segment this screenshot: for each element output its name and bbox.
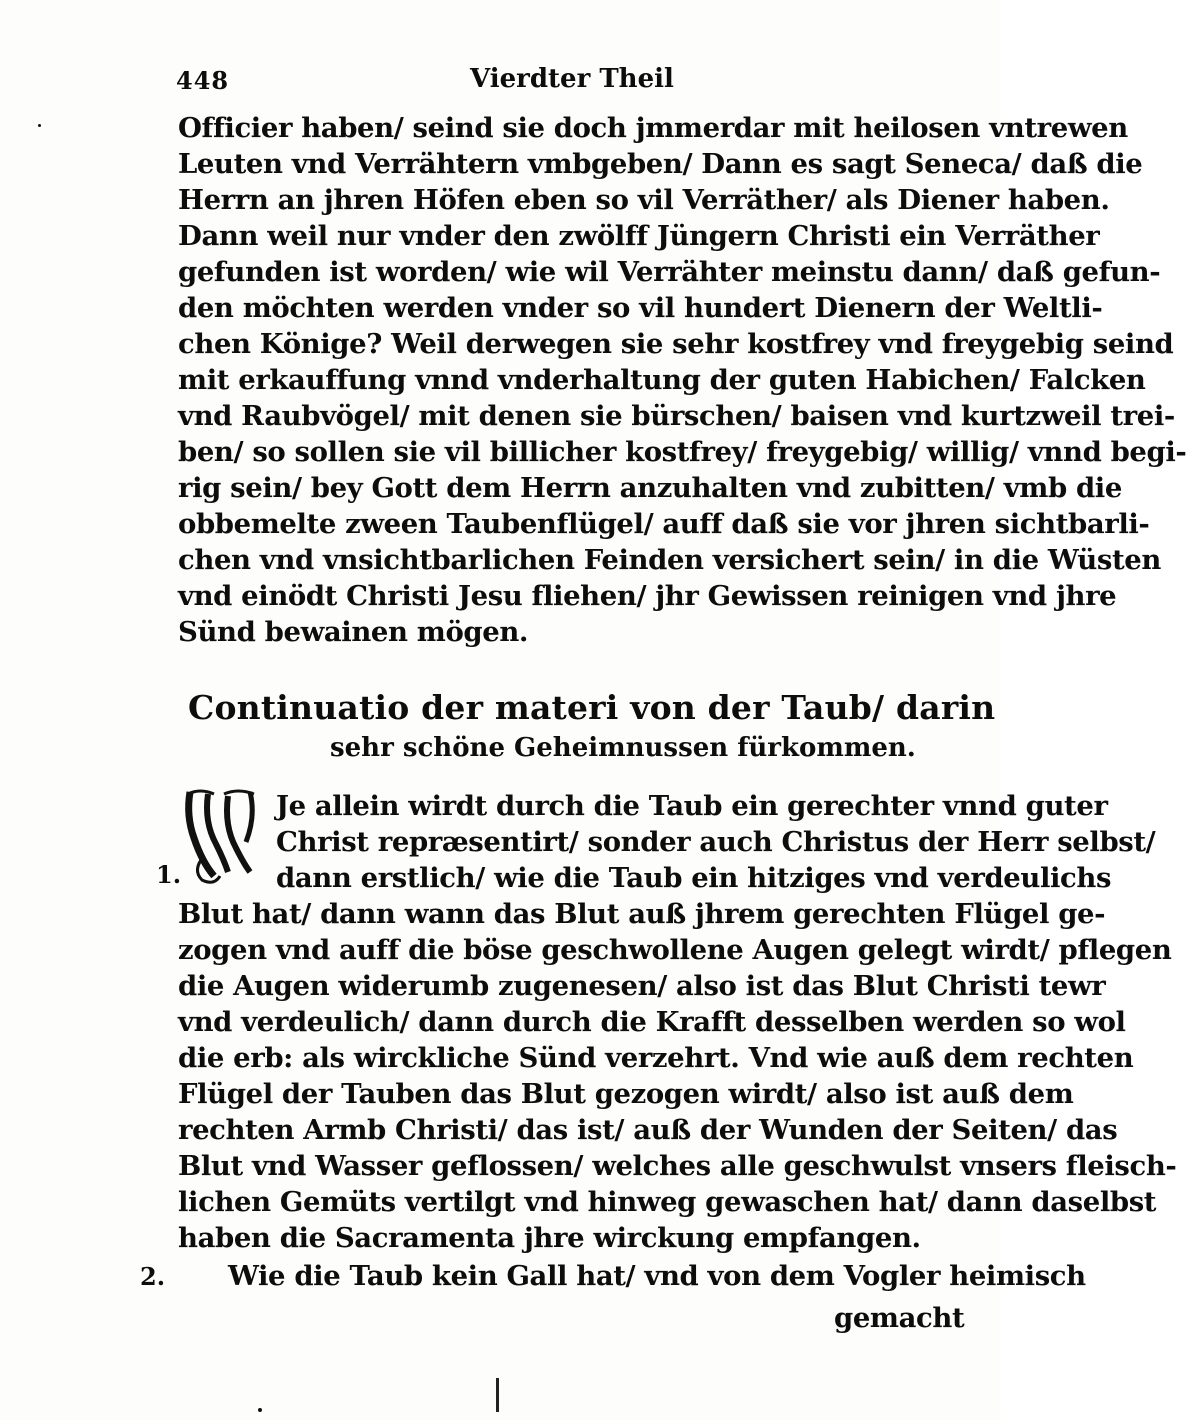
text-line: Officier haben/ seind sie doch jmmerdar mit heilosen vntrewen	[178, 112, 1128, 144]
text-line: Flügel der Tauben das Blut gezogen wirdt/ also ist auß dem	[178, 1078, 1074, 1110]
page-number: 448	[176, 66, 230, 95]
text-line: obbemelte zween Taubenflügel/ auff daß sie vor jhren sichtbarli-	[178, 508, 1150, 540]
text-line: vnd verdeulich/ dann durch die Krafft desselben werden so wol	[178, 1006, 1126, 1038]
section-heading: Continuatio der materi von der Taub/ darin	[188, 688, 996, 727]
text-line: den möchten werden vnder so vil hundert Dienern der Weltli-	[178, 292, 1103, 324]
text-line: Wie die Taub kein Gall hat/ vnd von dem Vogler heimisch	[228, 1260, 1086, 1292]
text-line: Blut vnd Wasser geflossen/ welches alle geschwulst vnsers fleisch-	[178, 1150, 1177, 1182]
binding-mark	[496, 1378, 499, 1412]
text-line: haben die Sacramenta jhre wirckung empfangen.	[178, 1222, 921, 1254]
text-line: zogen vnd auff die böse geschwollene Augen gelegt wirdt/ pflegen	[178, 934, 1172, 966]
text-line: gefunden ist worden/ wie wil Verrähter meinstu dann/ daß gefun-	[178, 256, 1161, 288]
margin-number: 2.	[140, 1262, 166, 1291]
text-line: Leuten vnd Verrähtern vmbgeben/ Dann es sagt Seneca/ daß die	[178, 148, 1143, 180]
text-line: chen Könige? Weil derwegen sie sehr kostfrey vnd freygebig seind	[178, 328, 1174, 360]
ink-speck	[258, 1408, 262, 1412]
text-line: Blut hat/ dann wann das Blut auß jhrem gerechten Flügel ge-	[178, 898, 1106, 930]
section-subheading: sehr schöne Geheimnussen fürkommen.	[330, 733, 916, 763]
page-header	[170, 62, 950, 102]
text-line: die Augen widerumb zugenesen/ also ist das Blut Christi tewr	[178, 970, 1106, 1002]
text-line: dann erstlich/ wie die Taub ein hitziges vnd verdeulichs	[276, 862, 1112, 894]
text-line: chen vnd vnsichtbarlichen Feinden versichert sein/ in die Wüsten	[178, 544, 1161, 576]
text-line: rig sein/ bey Gott dem Herrn anzuhalten vnd zubitten/ vmb die	[178, 472, 1122, 504]
running-head: Vierdter Theil	[470, 64, 674, 94]
ink-speck	[38, 124, 41, 127]
text-line: vnd einödt Christi Jesu fliehen/ jhr Gewissen reinigen vnd jhre	[178, 580, 1117, 612]
drop-cap-glyph	[184, 786, 266, 886]
text-line: Dann weil nur vnder den zwölff Jüngern Christi ein Verräther	[178, 220, 1100, 252]
text-line: Christ repræsentirt/ sonder auch Christus der Herr selbst/	[276, 826, 1156, 858]
text-line: rechten Armb Christi/ das ist/ auß der Wunden der Seiten/ das	[178, 1114, 1118, 1146]
margin-number: 1.	[156, 860, 182, 889]
text-line: ben/ so sollen sie vil billicher kostfrey/ freygebig/ willig/ vnnd begi-	[178, 436, 1186, 468]
text-line: Je allein wirdt durch die Taub ein gerechter vnnd guter	[276, 790, 1108, 822]
catchword: gemacht	[834, 1302, 965, 1334]
drop-cap	[184, 786, 266, 886]
text-line: mit erkauffung vnnd vnderhaltung der guten Habichen/ Falcken	[178, 364, 1146, 396]
text-line: lichen Gemüts vertilgt vnd hinweg gewaschen hat/ dann daselbst	[178, 1186, 1157, 1218]
text-line: Sünd bewainen mögen.	[178, 616, 529, 648]
text-line: Herrn an jhren Höfen eben so vil Verräther/ als Diener haben.	[178, 184, 1110, 216]
text-line: vnd Raubvögel/ mit denen sie bürschen/ baisen vnd kurtzweil trei-	[178, 400, 1175, 432]
text-line: die erb: als wirckliche Sünd verzehrt. Vnd wie auß dem rechten	[178, 1042, 1134, 1074]
